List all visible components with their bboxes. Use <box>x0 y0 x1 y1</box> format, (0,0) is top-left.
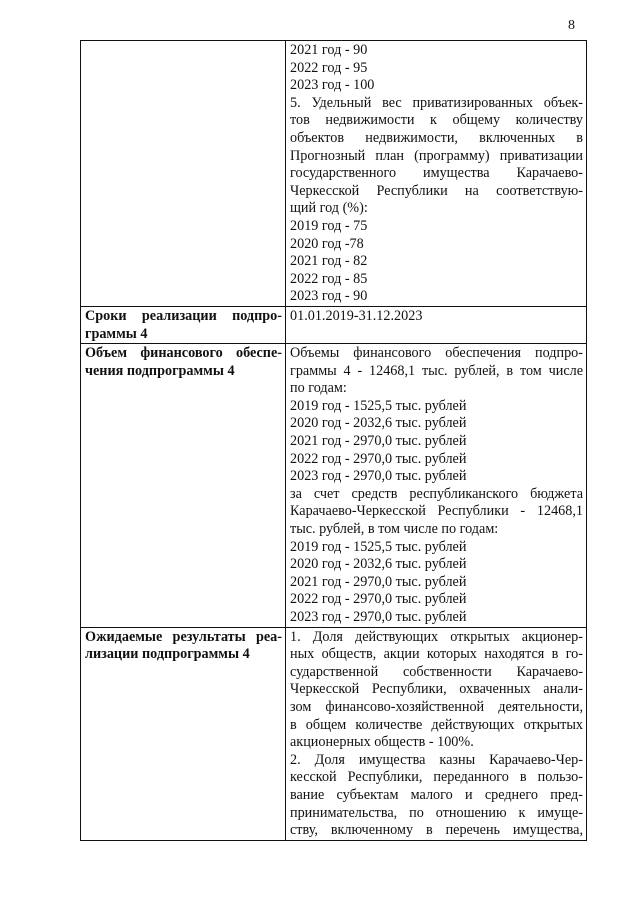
row-label-cell <box>81 344 286 628</box>
content-line: Прогнозный план (программу) приватизации <box>290 147 583 164</box>
subprogram-passport-table <box>80 40 587 841</box>
content-line: 2020 год - 2032,6 тыс. рублей <box>290 415 467 432</box>
content-line: 2020 год - 2032,6 тыс. рублей <box>290 556 467 573</box>
content-line: 01.01.2019-31.12.2023 <box>290 307 423 324</box>
content-line: государственного имущества Карачаево- <box>290 165 583 182</box>
content-line: щий год (%): <box>290 200 368 217</box>
row-label-line: лизации подпрограммы 4 <box>85 646 250 663</box>
content-line: 2021 год - 82 <box>290 253 368 270</box>
content-line: 2021 год - 2970,0 тыс. рублей <box>290 433 467 450</box>
row-label-line: граммы 4 <box>85 325 148 342</box>
content-line: ных обществ, акции которых находятся в го- <box>290 646 583 663</box>
table-row <box>81 41 587 307</box>
content-line: вание субъектам малого и среднего пред- <box>290 786 583 803</box>
content-line: 2. Доля имущества казны Карачаево-Чер- <box>290 751 583 768</box>
content-line: 2019 год - 1525,5 тыс. рублей <box>290 538 467 555</box>
content-line: Черкесской Республики на соответствую- <box>290 182 583 199</box>
row-label-line: Сроки реализации подпро- <box>85 307 282 324</box>
content-line: тов недвижимости к общему количеству <box>290 112 583 129</box>
content-line: 2022 год - 85 <box>290 270 368 287</box>
content-line: 2020 год -78 <box>290 235 364 252</box>
table-row <box>81 627 587 840</box>
row-content-cell <box>286 627 587 840</box>
row-label-cell <box>81 627 286 840</box>
row-label-line: Ожидаемые результаты реа- <box>85 628 282 645</box>
content-line: граммы 4 - 12468,1 тыс. рублей, в том числе <box>290 362 583 379</box>
content-line: 2021 год - 90 <box>290 42 368 58</box>
content-line: 2019 год - 75 <box>290 217 368 234</box>
content-line: 2022 год - 2970,0 тыс. рублей <box>290 450 467 467</box>
content-line: 2023 год - 90 <box>290 288 368 305</box>
content-line: 2023 год - 100 <box>290 77 375 94</box>
content-line: принимательства, по отношению к имуще- <box>290 804 583 821</box>
content-line: Объемы финансового обеспечения подпро- <box>290 345 583 362</box>
page-number: 8 <box>568 18 575 33</box>
table-row <box>81 306 587 343</box>
content-line: 5. Удельный вес приватизированных объек- <box>290 94 583 111</box>
content-line: ству, включенному в перечень имущества, <box>290 822 583 839</box>
content-line: кесской Республики, переданного в пользо- <box>290 769 583 786</box>
row-label-cell <box>81 306 286 343</box>
row-content-cell <box>286 344 587 628</box>
content-line: 2021 год - 2970,0 тыс. рублей <box>290 573 467 590</box>
content-line: сударственной собственности Карачаево- <box>290 663 583 680</box>
content-line: акционерных обществ - 100%. <box>290 734 474 751</box>
content-line: объектов недвижимости, включенных в <box>290 129 583 146</box>
content-line: 2023 год - 2970,0 тыс. рублей <box>290 609 467 625</box>
row-content-cell <box>286 41 587 307</box>
content-line: Карачаево-Черкесской Республики - 12468,1 <box>290 503 583 520</box>
content-line: в общем количестве действующих открытых <box>290 716 583 733</box>
table-row <box>81 344 587 628</box>
row-label-line: Объем финансового обеспе- <box>85 345 282 362</box>
content-line: 2022 год - 2970,0 тыс. рублей <box>290 591 467 608</box>
content-line: зом финансово-хозяйственной деятельности, <box>290 698 583 715</box>
content-line: 2019 год - 1525,5 тыс. рублей <box>290 397 467 414</box>
content-line: 2023 год - 2970,0 тыс. рублей <box>290 468 467 485</box>
row-label-line: чения подпрограммы 4 <box>85 362 235 379</box>
content-line: Черкесской Республики, охваченных анали- <box>290 681 583 698</box>
content-line: по годам: <box>290 380 347 397</box>
content-line: тыс. рублей, в том числе по годам: <box>290 521 499 538</box>
content-line: 2022 год - 95 <box>290 59 368 76</box>
content-line: за счет средств республиканского бюджета <box>290 485 583 502</box>
row-label-cell <box>81 41 286 307</box>
content-line: 1. Доля действующих открытых акционер- <box>290 628 583 645</box>
row-content-cell <box>286 306 587 343</box>
